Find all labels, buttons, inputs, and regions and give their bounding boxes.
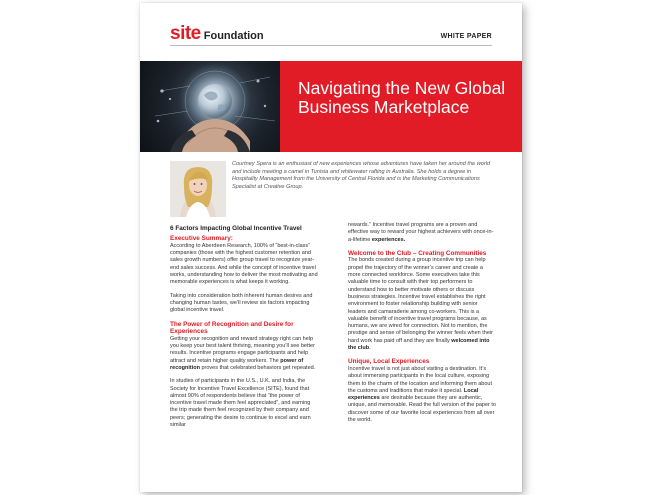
local-experiences-paragraph: Incentive travel is not just about visiting a destination. It’s about immersing participants in the local culture, exposing them to the charm of the location and informing them about the customs and traditions that make it special. Local experiences are desirable because they are authentic, unique, and memorable. Read the full version of the paper to discover some of our favorite local experiences from all over the world.: [348, 365, 496, 424]
section-heading-welcome-to-the-club: Welcome to the Club – Creating Communities: [348, 249, 487, 257]
document-type-label: WHITE PAPER: [440, 33, 492, 40]
logo-site-text: site: [170, 23, 201, 44]
site-study-paragraph: In studies of participants in the U.S., U.K. and India, the Society for Incentive Travel Excellence (SITE), found that almost 90% of respondents believe that “the power of incentive travel made them feel appreciated”, and earning the trip made them feel recognized by their company and peers; generating the desire to continue to excel and earn similar: [170, 378, 311, 429]
executive-summary-paragraph: According to Aberdeen Research, 100% of “best-in-class” companies (those with the highest customer retention and sales growth numbers) offer group travel to recognize year-end sales success. And while the concept of incentive travel works, understanding how to deliver the most motivating and memorable experiences is what keeps it working.: [170, 242, 318, 286]
white-paper-page: [140, 3, 522, 492]
article-heading: 6 Factors Impacting Global Incentive Travel: [170, 225, 302, 232]
author-photo: [170, 161, 226, 217]
author-portrait-illustration: [170, 161, 226, 217]
page-title: Navigating the New Global Business Marketplace: [298, 78, 506, 117]
logo-foundation-text: Foundation: [203, 30, 264, 42]
section-heading-local-experiences: Unique, Local Experiences: [348, 358, 430, 366]
executive-summary-paragraph-2: Taking into consideration both inherent human desires and changing human tastes, we’ll review six factors impacting global incentive travel.: [170, 292, 313, 314]
welcome-to-the-club-paragraph: The bonds created during a group incentive trip can help propel the trajectory of the winner’s career and create a more connected workforce. Some executives take this valuable time to consult with their top performers to understand how to better motivate others or discuss business strategies. Incentive travel establishes the right environment to foster relationship building with senior leaders and camaraderie among co-workers. This is a valuable benefit of incentive travel programs because, as humans, we are wired for connection. Not to mention, the prestige and sense of belonging the winner feels when their hard work has paid off and they are finally welcomed into the club.: [348, 257, 493, 352]
section-heading-power-of-recognition: The Power of Recognition and Desire for Experiences: [170, 320, 294, 336]
globe-in-hands-illustration: [140, 61, 280, 152]
section-heading-executive-summary: Executive Summary:: [170, 235, 233, 243]
header-divider: [170, 45, 492, 46]
rewards-continuation-paragraph: rewards.” Incentive travel programs are a proven and effective way to reward your highest achievers with once-in-a-lifetime experiences.: [348, 222, 494, 243]
author-bio: Courtney Spera is an enthusiast of new experiences whose adventures have taken her around the world and include meeting a camel in Tunisia and whitewater rafting in Australia. She holds a degree in Hospitality Management from the University of Central Florida and is the Marketing Communications Specialist at Creative Group.: [232, 161, 491, 190]
site-foundation-logo: [170, 23, 264, 45]
article-column-left: [170, 225, 318, 435]
title-banner: [140, 61, 522, 152]
power-of-recognition-paragraph: Getting your recognition and reward strategy right can help you keep your best talent thriving, meaning you’ll see better results. Incentive programs engage participants and help attract and retain higher quality workers. The power of recognition proves that celebrated behaviors get repeated.: [170, 335, 316, 371]
article-column-right: [348, 222, 496, 430]
hero-globe-image: [140, 61, 280, 152]
